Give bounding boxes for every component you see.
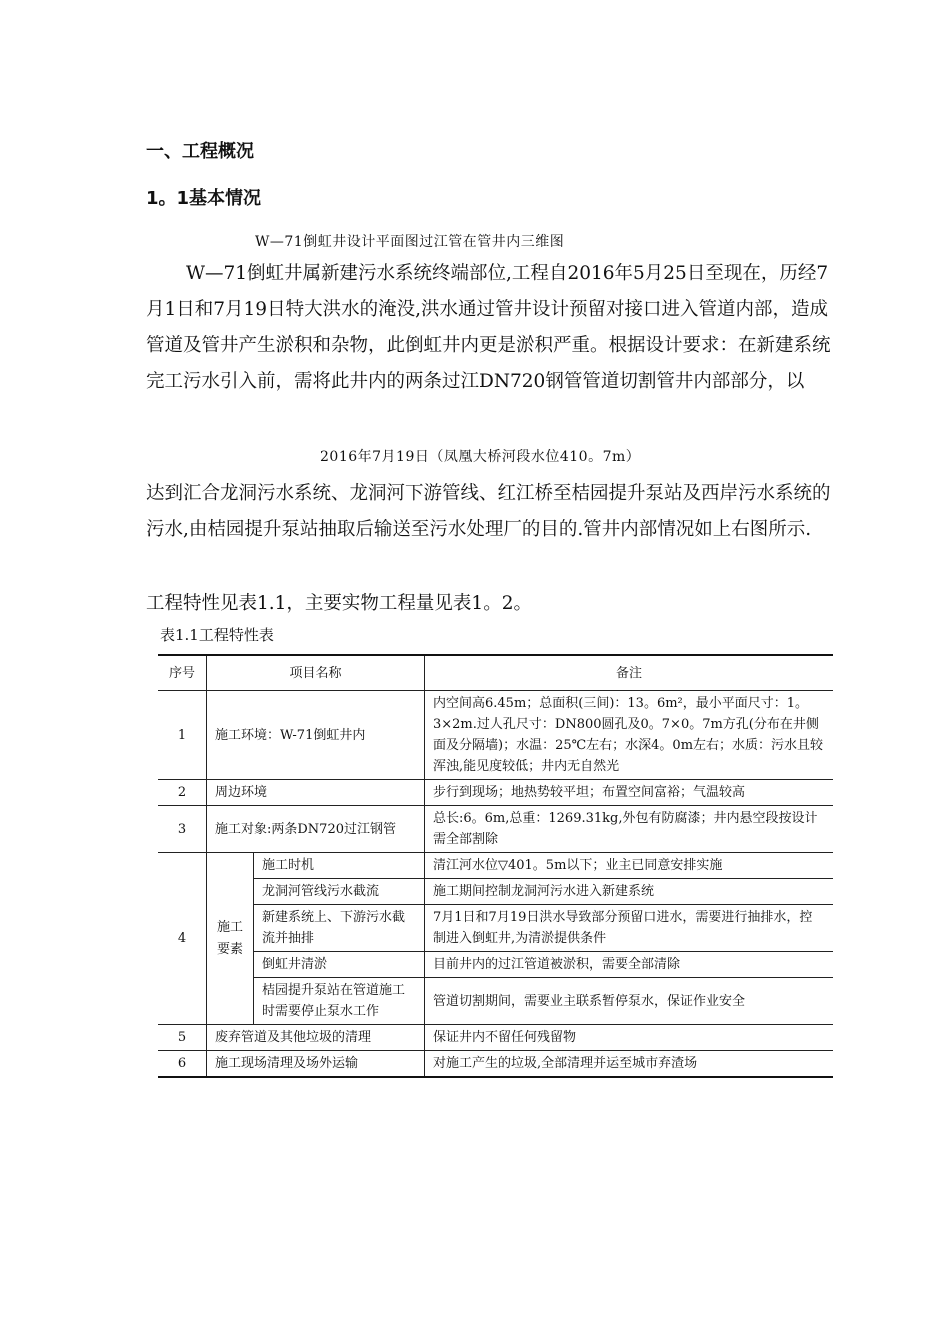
cell-no: 5 — [158, 1025, 207, 1051]
cell-no: 3 — [158, 806, 207, 853]
cell-item: 新建系统上、下游污水截流并抽排 — [254, 905, 425, 952]
cell-note: 内空间高6.45m；总面积(三间)：13。6m²，最小平面尺寸：1。3×2m.过人孔尺寸：DN800圆孔及0。7×0。7m方孔(分布在井侧面及分隔墙)；水温：25℃左右；水深4。0m左右；水质：污水且较浑浊,能见度较低；井内无自然光 — [425, 691, 834, 780]
cell-note: 施工期间控制龙洞河污水进入新建系统 — [425, 879, 834, 905]
cell-no: 1 — [158, 691, 207, 780]
figure-caption-2: 2016年7月19日（凤凰大桥河段水位410。7m） — [320, 449, 641, 465]
table-row — [158, 780, 833, 806]
table-row — [158, 978, 833, 1025]
spec-table — [158, 654, 833, 1078]
cell-note: 7月1日和7月19日洪水导致部分预留口进水，需要进行抽排水，控制进入倒虹井,为清淤提供条件 — [425, 905, 834, 952]
cell-item: 施工环境：W-71倒虹井内 — [207, 691, 425, 780]
cell-group: 施工要素 — [207, 853, 254, 1025]
section-heading: 一、工程概况 — [146, 141, 254, 162]
paragraph-3: 工程特性见表1.1，主要实物工程量见表1。2。 — [146, 593, 532, 614]
table-row — [158, 691, 833, 780]
table-row — [158, 952, 833, 978]
cell-item: 桔园提升泵站在管道施工时需要停止泵水工作 — [254, 978, 425, 1025]
cell-note: 总长:6。6m,总重：1269.31kg,外包有防腐漆；井内悬空段按设计需全部割除 — [425, 806, 834, 853]
cell-no: 6 — [158, 1051, 207, 1078]
cell-item: 龙洞河管线污水截流 — [254, 879, 425, 905]
paragraph-1: W—71倒虹井属新建污水系统终端部位,工程自2016年5月25日至现在，历经7月1日和7月19日特大洪水的淹没,洪水通过管井设计预留对接口进入管道内部，造成管道及管井产生淤积和杂物，此倒虹井内更是淤积严重。根据设计要求：在新建系统完工污水引入前，需将此井内的两条过江DN720钢管管道切割管井内部部分，以 — [146, 263, 831, 392]
cell-item: 施工对象:两条DN720过江钢管 — [207, 806, 425, 853]
table-header-row — [158, 655, 833, 691]
cell-note: 管道切割期间，需要业主联系暂停泵水，保证作业安全 — [425, 978, 834, 1025]
cell-no: 2 — [158, 780, 207, 806]
cell-note: 清江河水位▽401。5m以下；业主已同意安排实施 — [425, 853, 834, 879]
cell-item: 施工现场清理及场外运输 — [207, 1051, 425, 1078]
table-row — [158, 879, 833, 905]
cell-item: 倒虹井清淤 — [254, 952, 425, 978]
subsection-heading: 1。1基本情况 — [146, 188, 262, 209]
table-row — [158, 806, 833, 853]
figure-caption-1: W—71倒虹井设计平面图过江管在管井内三维图 — [255, 234, 565, 250]
header-note: 备注 — [425, 655, 834, 691]
table-caption: 表1.1工程特性表 — [160, 626, 274, 644]
cell-note: 保证井内不留任何残留物 — [425, 1025, 834, 1051]
cell-note: 对施工产生的垃圾,全部清理并运至城市弃渣场 — [425, 1051, 834, 1078]
header-item: 项目名称 — [207, 655, 425, 691]
paragraph-2: 达到汇合龙洞污水系统、龙洞河下游管线、红江桥至桔园提升泵站及西岸污水系统的污水,由桔园提升泵站抽取后输送至污水处理厂的目的.管井内部情况如上右图所示. — [146, 483, 831, 540]
cell-note: 步行到现场；地热势较平坦；布置空间富裕；气温较高 — [425, 780, 834, 806]
cell-note: 目前井内的过江管道被淤积，需要全部清除 — [425, 952, 834, 978]
cell-no: 4 — [158, 853, 207, 1025]
cell-item: 周边环境 — [207, 780, 425, 806]
cell-item: 废弃管道及其他垃圾的清理 — [207, 1025, 425, 1051]
table-row — [158, 905, 833, 952]
header-no: 序号 — [158, 655, 207, 691]
table-row — [158, 853, 833, 879]
table-row — [158, 1051, 833, 1078]
table-row — [158, 1025, 833, 1051]
cell-item: 施工时机 — [254, 853, 425, 879]
